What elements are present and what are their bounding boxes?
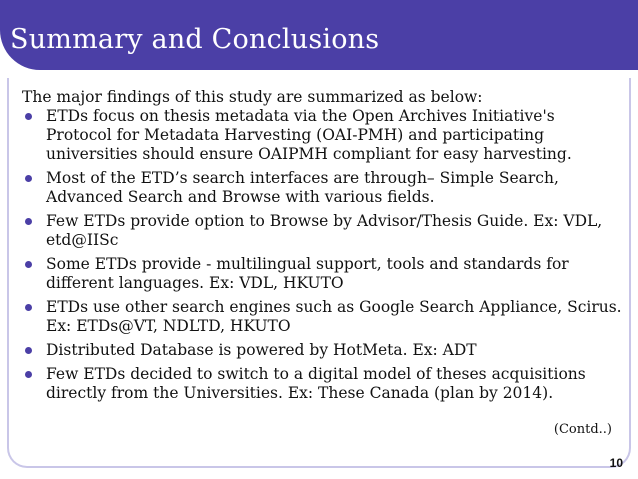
bullet-text: Most of the ETD’s search interfaces are through– Simple Search, Advanced Search and Browse with various fields. <box>46 169 559 206</box>
page-number: 10 <box>609 456 623 470</box>
bullet-icon <box>25 347 32 354</box>
list-item <box>22 298 622 336</box>
list-item <box>22 341 622 360</box>
slide-title: Summary and Conclusions <box>10 24 380 55</box>
bullet-text: Some ETDs provide - multilingual support, tools and standards for different languages. Ex: VDL, HKUTO <box>46 255 569 292</box>
bullet-icon <box>25 371 32 378</box>
list-item <box>22 255 622 293</box>
list-item <box>22 107 622 164</box>
continued-note: (Contd..) <box>553 422 612 437</box>
bullet-list <box>22 107 622 408</box>
list-item <box>22 212 622 250</box>
bullet-icon <box>25 218 32 225</box>
bullet-text: Few ETDs decided to switch to a digital model of theses acquisitions directly from the Universities. Ex: These Canada (plan by 2014). <box>46 365 586 402</box>
bullet-text: Distributed Database is powered by HotMeta. Ex: ADT <box>46 341 477 359</box>
list-item <box>22 169 622 207</box>
bullet-text: Few ETDs provide option to Browse by Advisor/Thesis Guide. Ex: VDL, etd@IISc <box>46 212 603 249</box>
bullet-text: ETDs focus on thesis metadata via the Open Archives Initiative's Protocol for Metadata Harvesting (OAI-PMH) and participating universities should ensure OAIPMH compliant for easy harvesting. <box>46 107 572 163</box>
bullet-icon <box>25 261 32 268</box>
list-item <box>22 365 622 403</box>
title-bar <box>0 0 638 70</box>
intro-text: The major findings of this study are summarized as below: <box>22 88 483 106</box>
bullet-icon <box>25 304 32 311</box>
bullet-icon <box>25 113 32 120</box>
bullet-text: ETDs use other search engines such as Google Search Appliance, Scirus. Ex: ETDs@VT, NDLTD, HKUTO <box>46 298 622 335</box>
bullet-icon <box>25 175 32 182</box>
